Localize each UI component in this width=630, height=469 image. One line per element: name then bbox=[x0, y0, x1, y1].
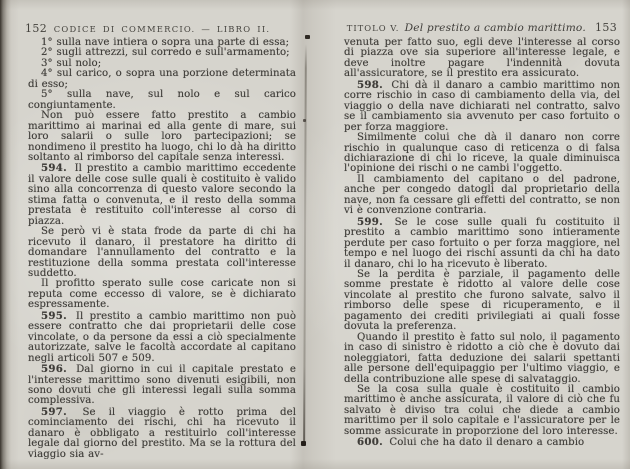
paragraph: 2° sugli attrezzi, sul corredo e sull'armamento; bbox=[41, 47, 290, 59]
right-page bbox=[344, 12, 620, 449]
paragraph: Se però vi è stata frode da parte di chi ha ricevuto il danaro, il prestatore ha diritto di domandare l'annullamento del contratto e la restituzione della somma prestata coll'interesse suddetto. bbox=[28, 226, 296, 279]
article-number: 596. bbox=[41, 363, 75, 376]
paragraph: Il cambiamento del capitano o del padrone, anche per congedo datogli dal proprietario della nave, non fa cessare gli effetti del contratto, se non vi è convenzione contraria. bbox=[344, 173, 620, 217]
page-number-right: 153 bbox=[595, 21, 618, 34]
paragraph: Non può essere fatto prestito a cambio marittimo ai marinai ed alla gente di mare, sui loro salarii o sulle loro partecipazioni; se nondimeno il prestito ha luogo, chi lo dà ha diritto soltanto al rimborso del capitale senza interessi. bbox=[28, 110, 296, 163]
paragraph: Se la perdita è parziale, il pagamento delle somme prestate è ridotto al valore delle cose vincolate al prestito che furono salvate, salvo il rimborso delle spese di ricuperamento, e il pagamento dei crediti privilegiati ai quali fosse dovuta la preferenza. bbox=[344, 268, 620, 333]
left-page-header bbox=[25, 12, 296, 37]
right-page-header bbox=[344, 12, 620, 37]
running-header-title: Del prestito a cambio marittimo. bbox=[404, 22, 586, 34]
article-number: 594. bbox=[41, 162, 73, 175]
article-paragraph: 599. Se le cose sulle quali fu costituito il prestito a cambio marittimo sono intieramente perdute per caso fortuito o per forza maggiore, nel tempo e nel luogo dei rischi assunti da chi ha dato il danaro, chi lo ha ricevuto è liberato. bbox=[344, 215, 620, 270]
right-page-body bbox=[344, 38, 620, 449]
article-paragraph: 596. Dal giorno in cui il capitale prestato e l'interesse marittimo sono divenuti esigibili, non sono dovuti che gli interessi legali sulla somma complessiva. bbox=[28, 363, 297, 407]
article-number: 595. bbox=[41, 309, 74, 322]
article-paragraph: 600. Colui che ha dato il denaro a cambio bbox=[357, 436, 585, 449]
paragraph: Quando il prestito è fatto sul nolo, il pagamento in caso di sinistro è ridotto a ciò che è dovuto dai noleggiatori, fatta deduzione dei salarii spettanti alle persone dell'equipaggio per l'ultimo viaggio, e della contribuzione alle spese di salvataggio. bbox=[344, 331, 620, 385]
paragraph: 1° sulla nave intiera o sopra una parte di essa; bbox=[41, 37, 290, 48]
running-header-left: CODICE DI COMMERCIO. — LIBRO II. bbox=[53, 24, 271, 34]
article-paragraph: 597. Se il viaggio è rotto prima del cominciamento dei rischi, chi ha ricevuto il danaro è obbligato a restituirlo coll'interesse legale dal giorno del prestito. Ma se la rottura del viaggio sia av- bbox=[28, 405, 296, 460]
paragraph: Se la cosa sulla quale è costituito il cambio marittimo è anche assicurata, il valore di ciò che fu salvato è diviso tra colui che diede a cambio marittimo per il solo capitale e l'assicuratore per le somme assicurate in proporzione del loro interesse. bbox=[344, 383, 620, 437]
ink-speck bbox=[305, 35, 310, 39]
article-paragraph: 598. Chi dà il danaro a cambio marittimo non corre rischio in caso di cambiamento della via, del viaggio o della nave dichiarati nel contratto, salvo se il cambiamento sia avvenuto per caso fortuito o per forza maggiore. bbox=[344, 78, 620, 133]
page-edge-shadow bbox=[303, 44, 307, 446]
paragraph: 3° sul nolo; bbox=[41, 57, 102, 69]
page-number-left: 152 bbox=[25, 22, 48, 35]
left-page-body bbox=[28, 38, 296, 460]
ink-speck bbox=[303, 119, 306, 122]
article-paragraph: 595. Il prestito a cambio marittimo non può essere contratto che dai proprietarii delle cose vincolate, o da persone da essi a ciò specialmente autorizzate, salve le facoltà accordate al capitano negli articoli 507 e 509. bbox=[28, 309, 296, 364]
article-number: 600. bbox=[357, 436, 388, 449]
paragraph: Similmente colui che dà il danaro non corre rischio in qualunque caso di reticenza o di falsa dichiarazione di chi lo riceve, la quale diminuisca l'opinione dei rischi o ne cambi l'oggetto. bbox=[344, 132, 620, 175]
article-number: 597. bbox=[41, 405, 81, 418]
paragraph: 5° sulla nave, sul nolo e sul carico congiuntamente. bbox=[28, 89, 296, 111]
paragraph: Il profitto sperato sulle cose caricate non si reputa come eccesso di valore, se è dichiarato espressamente. bbox=[28, 278, 296, 311]
left-page bbox=[25, 12, 297, 460]
article-number: 599. bbox=[357, 215, 393, 228]
running-header-right bbox=[344, 16, 620, 35]
article-number: 598. bbox=[357, 78, 390, 91]
article-paragraph: 594. Il prestito a cambio marittimo eccedente il valore delle cose sulle quali è costituito è valido sino alla concorrenza di questo valore secondo la stima fatta o convenuta, e il resto della somma prestata è restituito coll'interesse al corso di piazza. bbox=[28, 162, 296, 227]
running-header-titolo: TITOLO V. bbox=[346, 23, 400, 33]
ink-speck bbox=[301, 441, 306, 446]
paragraph: 4° sul carico, o sopra una porzione determinata di esso; bbox=[28, 68, 296, 90]
paragraph: venuta per fatto suo, egli deve l'interesse al corso di piazza ove sia superiore all'interesse legale, e deve inoltre pagare l'indennità dovuta all'assicuratore, se il prestito era assicurato. bbox=[344, 37, 620, 80]
